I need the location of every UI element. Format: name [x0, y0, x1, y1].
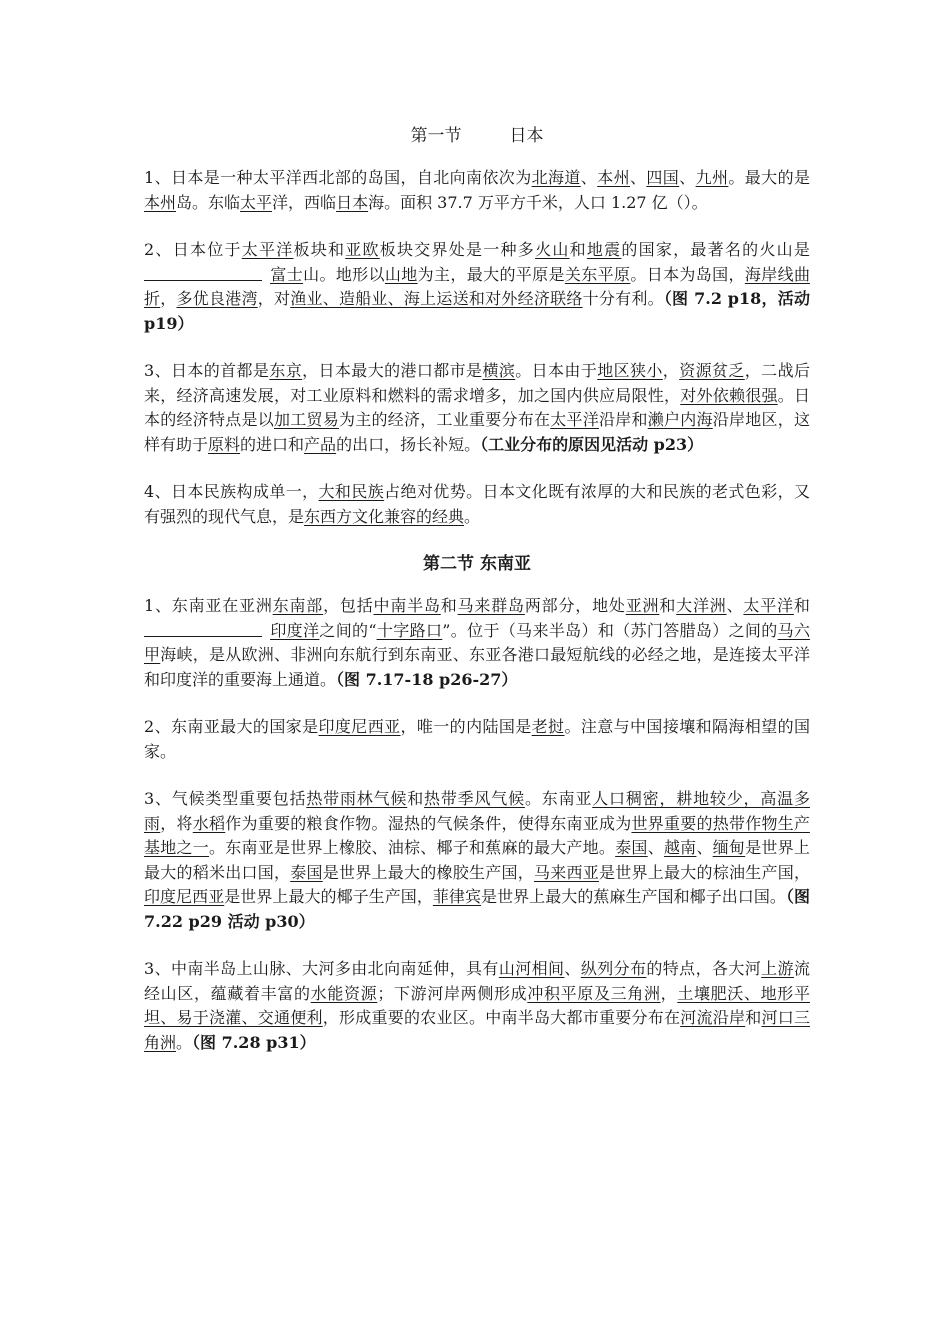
answer: 横滨 — [482, 361, 516, 380]
answer: 缅甸 — [712, 838, 746, 857]
answer: 太平 — [240, 192, 273, 212]
answer: 水稻 — [192, 813, 226, 833]
answer: 东南部 — [272, 596, 324, 615]
section-number: 第一节 — [410, 126, 462, 146]
text: 之间的“ — [319, 620, 377, 640]
answer: 老挝 — [531, 717, 565, 736]
paragraph-sea-3 — [144, 787, 810, 934]
document-page — [144, 118, 810, 1078]
answer: 中南半岛 — [373, 596, 441, 615]
answer: 日本 — [336, 192, 369, 212]
answer: 濑户内海 — [647, 410, 713, 429]
text: 。 — [176, 1032, 193, 1052]
text: 的特点，各大河 — [646, 959, 762, 978]
text: ，包括 — [323, 596, 374, 615]
answer: 水能资源 — [310, 983, 378, 1003]
answer: 原料 — [208, 434, 241, 454]
text: 、 — [564, 959, 581, 978]
text: 和 — [659, 596, 677, 615]
text: ，对 — [257, 289, 291, 308]
text: 是世界上最大的蕉麻生产国和椰子出口国。 — [481, 887, 786, 906]
text: 和 — [407, 789, 425, 808]
answer: 太平洋 — [550, 410, 599, 429]
text: 3、日本的首都是 — [144, 361, 270, 380]
section-title-japan — [144, 124, 810, 148]
text: ，形成重要的农业区。中南半岛大都市重要分布在 — [322, 1008, 681, 1027]
figure-reference: （图 7.28 p31） — [192, 1032, 316, 1052]
answer: 山地 — [384, 264, 418, 284]
text: ，二战后来，经济高速发展，对工业原料和燃料的需求增多，加之国内供应局限性， — [144, 361, 810, 405]
text: 和 — [569, 240, 587, 259]
text: 板块交界处是一种多 — [379, 240, 536, 259]
text: 的国家，最著名的火山是 — [621, 240, 810, 259]
text: 沿岸和 — [598, 410, 648, 429]
text: 2、东南亚最大的国家是 — [144, 717, 319, 736]
answer: 世界重要的热带作物生产基地之一 — [144, 813, 810, 857]
figure-reference: （工业分布的原因见活动 p23） — [480, 434, 704, 454]
text: ，日本最大的港口都市是 — [302, 361, 483, 380]
text: 4、日本民族构成单一， — [144, 482, 319, 501]
text: 是世界上最大的橡胶生产国， — [322, 862, 534, 882]
text: 两部分，地处 — [524, 596, 626, 615]
answer: 菲律宾 — [432, 887, 482, 906]
paragraph-sea-4 — [144, 957, 810, 1055]
paragraph-sea-1 — [144, 594, 810, 692]
answer: 地区狭小 — [597, 361, 663, 380]
text: 作为重要的粮食作物。湿热的气候条件，使得东南亚成为 — [225, 813, 632, 833]
answer: 纵列分布 — [580, 959, 647, 978]
answer: 马来西亚 — [533, 862, 599, 882]
text: 是世界上最大的椰子生产国， — [224, 887, 433, 906]
text: 十分有利。 — [582, 289, 664, 308]
answer: 资源贫乏 — [679, 361, 745, 380]
answer: 热带雨林气候 — [306, 789, 408, 808]
text: 洋，西临 — [272, 192, 337, 212]
answer: 地震 — [586, 240, 622, 259]
answer: 本州 — [144, 192, 177, 212]
answer: 太平洋 — [241, 240, 294, 259]
answer: 山河相间 — [498, 959, 565, 978]
answer: 泰国 — [615, 838, 648, 857]
text: ，将 — [160, 813, 193, 833]
answer: 印度尼西亚 — [318, 717, 401, 736]
text: 板块和 — [293, 240, 346, 259]
answer: 产品 — [304, 434, 337, 454]
answer: 热带季风气候 — [424, 789, 525, 808]
answer: 九州 — [695, 168, 729, 187]
answer: 对外依赖很强 — [680, 385, 778, 405]
text: ， — [660, 983, 678, 1003]
text: 为主的经济，工业重要分布在 — [338, 410, 551, 429]
text: 。 — [464, 506, 481, 526]
answer: 印度洋 — [270, 620, 320, 640]
text: ；下游河岸两侧形成 — [377, 983, 528, 1003]
answer: 河口三角洲 — [144, 1008, 810, 1052]
text: 、 — [580, 168, 598, 187]
text: 沿岸地区，这样有助于 — [144, 410, 810, 454]
answer: 渔业、造船业、海上运送和对外经济联络 — [290, 289, 583, 308]
paragraph-japan-4 — [144, 480, 810, 529]
answer: 大洋洲 — [676, 596, 727, 615]
answer: 火山 — [535, 240, 570, 259]
text: 山。地形以 — [303, 264, 385, 284]
text: ”。位于（马来半岛）和（苏门答腊岛）之间的 — [442, 620, 778, 640]
paragraph-japan-3 — [144, 359, 810, 457]
answer: 泰国 — [290, 862, 323, 882]
section-name: 日本 — [509, 126, 544, 146]
text: ， — [662, 361, 680, 380]
answer: 大和民族 — [318, 482, 385, 501]
text: 1、日本是一种太平洋西北部的岛国，自北向南依次为 — [144, 168, 532, 187]
text: 。日本由于 — [515, 361, 598, 380]
text: 、 — [647, 838, 664, 857]
answer: 马来群岛 — [457, 596, 525, 615]
answer: 东京 — [269, 361, 303, 380]
answer: 多优良港湾 — [176, 289, 258, 308]
text: 。最大的是 — [728, 168, 810, 187]
answer: 土壤肥沃、地形平坦、易于浇灌、交通便利 — [144, 983, 810, 1027]
paragraph-sea-2 — [144, 715, 810, 764]
text: 和 — [793, 596, 810, 615]
text: ，唯一的内陆国是 — [400, 717, 532, 736]
paragraph-japan-1 — [144, 166, 810, 215]
answer: 印度尼西亚 — [144, 887, 225, 906]
text: 的出口，扬长补短。 — [336, 434, 481, 454]
answer: 加工贸易 — [273, 410, 339, 429]
text: 。日本为岛国， — [630, 264, 745, 284]
text: 、 — [679, 168, 696, 187]
answer: 冲积平原及三角洲 — [527, 983, 661, 1003]
answer: 太平洋 — [743, 596, 794, 615]
answer: 亚欧 — [345, 240, 380, 259]
answer: 富士 — [270, 264, 304, 284]
figure-reference: （图 7.17-18 p26-27） — [336, 669, 518, 689]
text: 2、日本位于 — [144, 240, 242, 259]
text: 1、东南亚在亚洲 — [144, 596, 273, 615]
text: 、 — [726, 596, 744, 615]
answer: 海岸线曲折 — [144, 264, 810, 308]
text: 。注意与中国接壤和隔海相望的国家。 — [144, 717, 810, 761]
fill-in-blank — [144, 622, 262, 637]
figure-reference: （图 7.22 p29 活动 p30） — [144, 887, 810, 931]
text: 为主，最大的平原是 — [417, 264, 565, 284]
answer: 亚洲 — [625, 596, 660, 615]
answer: 人口稠密，耕地较少，高温多雨 — [144, 789, 810, 833]
section-title-southeast-asia: 第二节 东南亚 — [423, 554, 531, 574]
fill-in-blank — [144, 266, 262, 281]
text: 。东南亚 — [524, 789, 593, 808]
text: 、 — [696, 838, 713, 857]
answer: 河流沿岸 — [680, 1008, 746, 1027]
text: 3、中南半岛上山脉、大河多由北向南延伸，具有 — [144, 959, 499, 978]
text: 。东南亚是世界上橡胶、油棕、椰子和蕉麻的最大产地。 — [209, 838, 616, 857]
text: 的进口和 — [240, 434, 305, 454]
text: 、 — [629, 168, 647, 187]
answer: 越南 — [663, 838, 697, 857]
answer: 马六甲 — [144, 620, 810, 664]
text: 海。面积 37.7 万平方千米，人口 1.27 亿（）。 — [368, 192, 708, 212]
text: 和 — [745, 1008, 762, 1027]
answer: 北海道 — [531, 168, 581, 187]
answer: 关东平原 — [564, 264, 631, 284]
answer: 东西方文化兼容的经典 — [304, 506, 465, 526]
text: 海峡，是从欧洲、非洲向东航行到东南亚、东亚各港口最短航线的必经之地，是连接太平洋和印度洋的重要海上通道。 — [144, 645, 810, 689]
text: 是世界上最大的稻米出口国， — [144, 838, 810, 882]
text: 是世界上最大的棕油生产国， — [598, 862, 810, 882]
text: 流经山区，蕴藏着丰富的 — [144, 959, 810, 1003]
figure-reference: （图 7.2 p18，活动 p19） — [144, 289, 810, 333]
text: 占绝对优势。日本文化既有浓厚的大和民族的老式色彩，又有强烈的现代气息，是 — [144, 482, 810, 526]
answer: 上游 — [761, 959, 794, 978]
text: 3、气候类型重要包括 — [144, 789, 307, 808]
text: 和 — [440, 596, 458, 615]
text: 岛。东临 — [176, 192, 241, 212]
text: ， — [160, 289, 177, 308]
answer: 本州 — [597, 168, 630, 187]
paragraph-japan-2 — [144, 238, 810, 336]
answer: 十字路口 — [376, 620, 443, 640]
answer: 四国 — [646, 168, 680, 187]
text: 。日本的经济特点是以 — [144, 385, 810, 429]
